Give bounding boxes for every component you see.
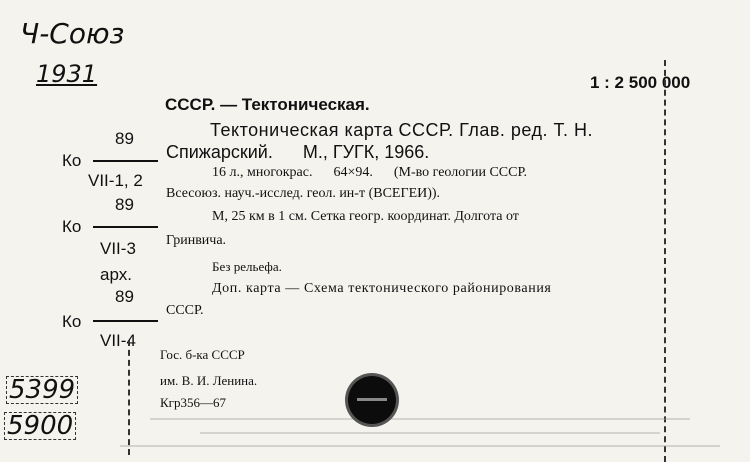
title-line-2: Спижарский. М., ГУГК, 1966. bbox=[166, 142, 430, 162]
handwritten-top: Ч-Союз bbox=[20, 17, 125, 50]
desc-line-3: М, 25 км в 1 см. Сетка геогр. координат. Долгота от bbox=[212, 209, 519, 224]
call-number-1-top: 89 bbox=[115, 129, 134, 148]
stamp-code: Кгр356—67 bbox=[160, 395, 227, 410]
smudge-2 bbox=[200, 432, 660, 434]
call-number-2-bottom: VII-3 bbox=[100, 239, 136, 258]
punch-hole bbox=[348, 376, 396, 424]
note-extra-map-line-1: Доп. карта — Схема тектонического районирования bbox=[212, 281, 552, 296]
heading: СССР. — Тектоническая. bbox=[165, 95, 370, 114]
call-number-2-top: 89 bbox=[115, 195, 134, 214]
handwritten-bottom-2: 5900 bbox=[4, 412, 76, 440]
call-number-2-prefix: Ко bbox=[62, 217, 82, 236]
library-line-2: им. В. И. Ленина. bbox=[160, 373, 258, 388]
call-number-1-prefix: Ко bbox=[62, 151, 82, 170]
smudge-3 bbox=[120, 445, 720, 447]
call-number-3-bar bbox=[93, 320, 158, 322]
call-number-3-prefix: Ко bbox=[62, 312, 82, 331]
note-relief: Без рельефа. bbox=[212, 259, 282, 274]
handwritten-bottom-1: 5399 bbox=[6, 376, 78, 404]
call-number-1-bottom: VII-1, 2 bbox=[88, 171, 143, 190]
margin-line-right bbox=[664, 60, 666, 462]
handwritten-year: 1931 bbox=[36, 60, 98, 88]
desc-line-4: Гринвича. bbox=[166, 233, 227, 248]
call-number-3-bottom: VII-4 bbox=[100, 331, 136, 350]
smudge-1 bbox=[150, 418, 690, 420]
desc-line-2: Всесоюз. науч.-исслед. геол. ин-т (ВСЕГЕИ)). bbox=[166, 186, 441, 201]
library-line-1: Гос. б-ка СССР bbox=[160, 347, 245, 362]
title-line-1: Тектоническая карта СССР. Глав. ред. Т. Н. bbox=[210, 120, 594, 140]
call-number-2-bar bbox=[93, 226, 158, 228]
margin-line-left bbox=[128, 340, 130, 455]
call-number-3-top: 89 bbox=[115, 287, 134, 306]
desc-line-1: 16 л., многокрас. 64×94. (М-во геологии СССР. bbox=[212, 165, 527, 180]
call-number-1-bar bbox=[93, 160, 158, 162]
call-number-2-archive: арх. bbox=[100, 265, 132, 284]
note-extra-map-line-2: СССР. bbox=[166, 303, 204, 318]
scale-label: 1 : 2 500 000 bbox=[590, 73, 691, 92]
